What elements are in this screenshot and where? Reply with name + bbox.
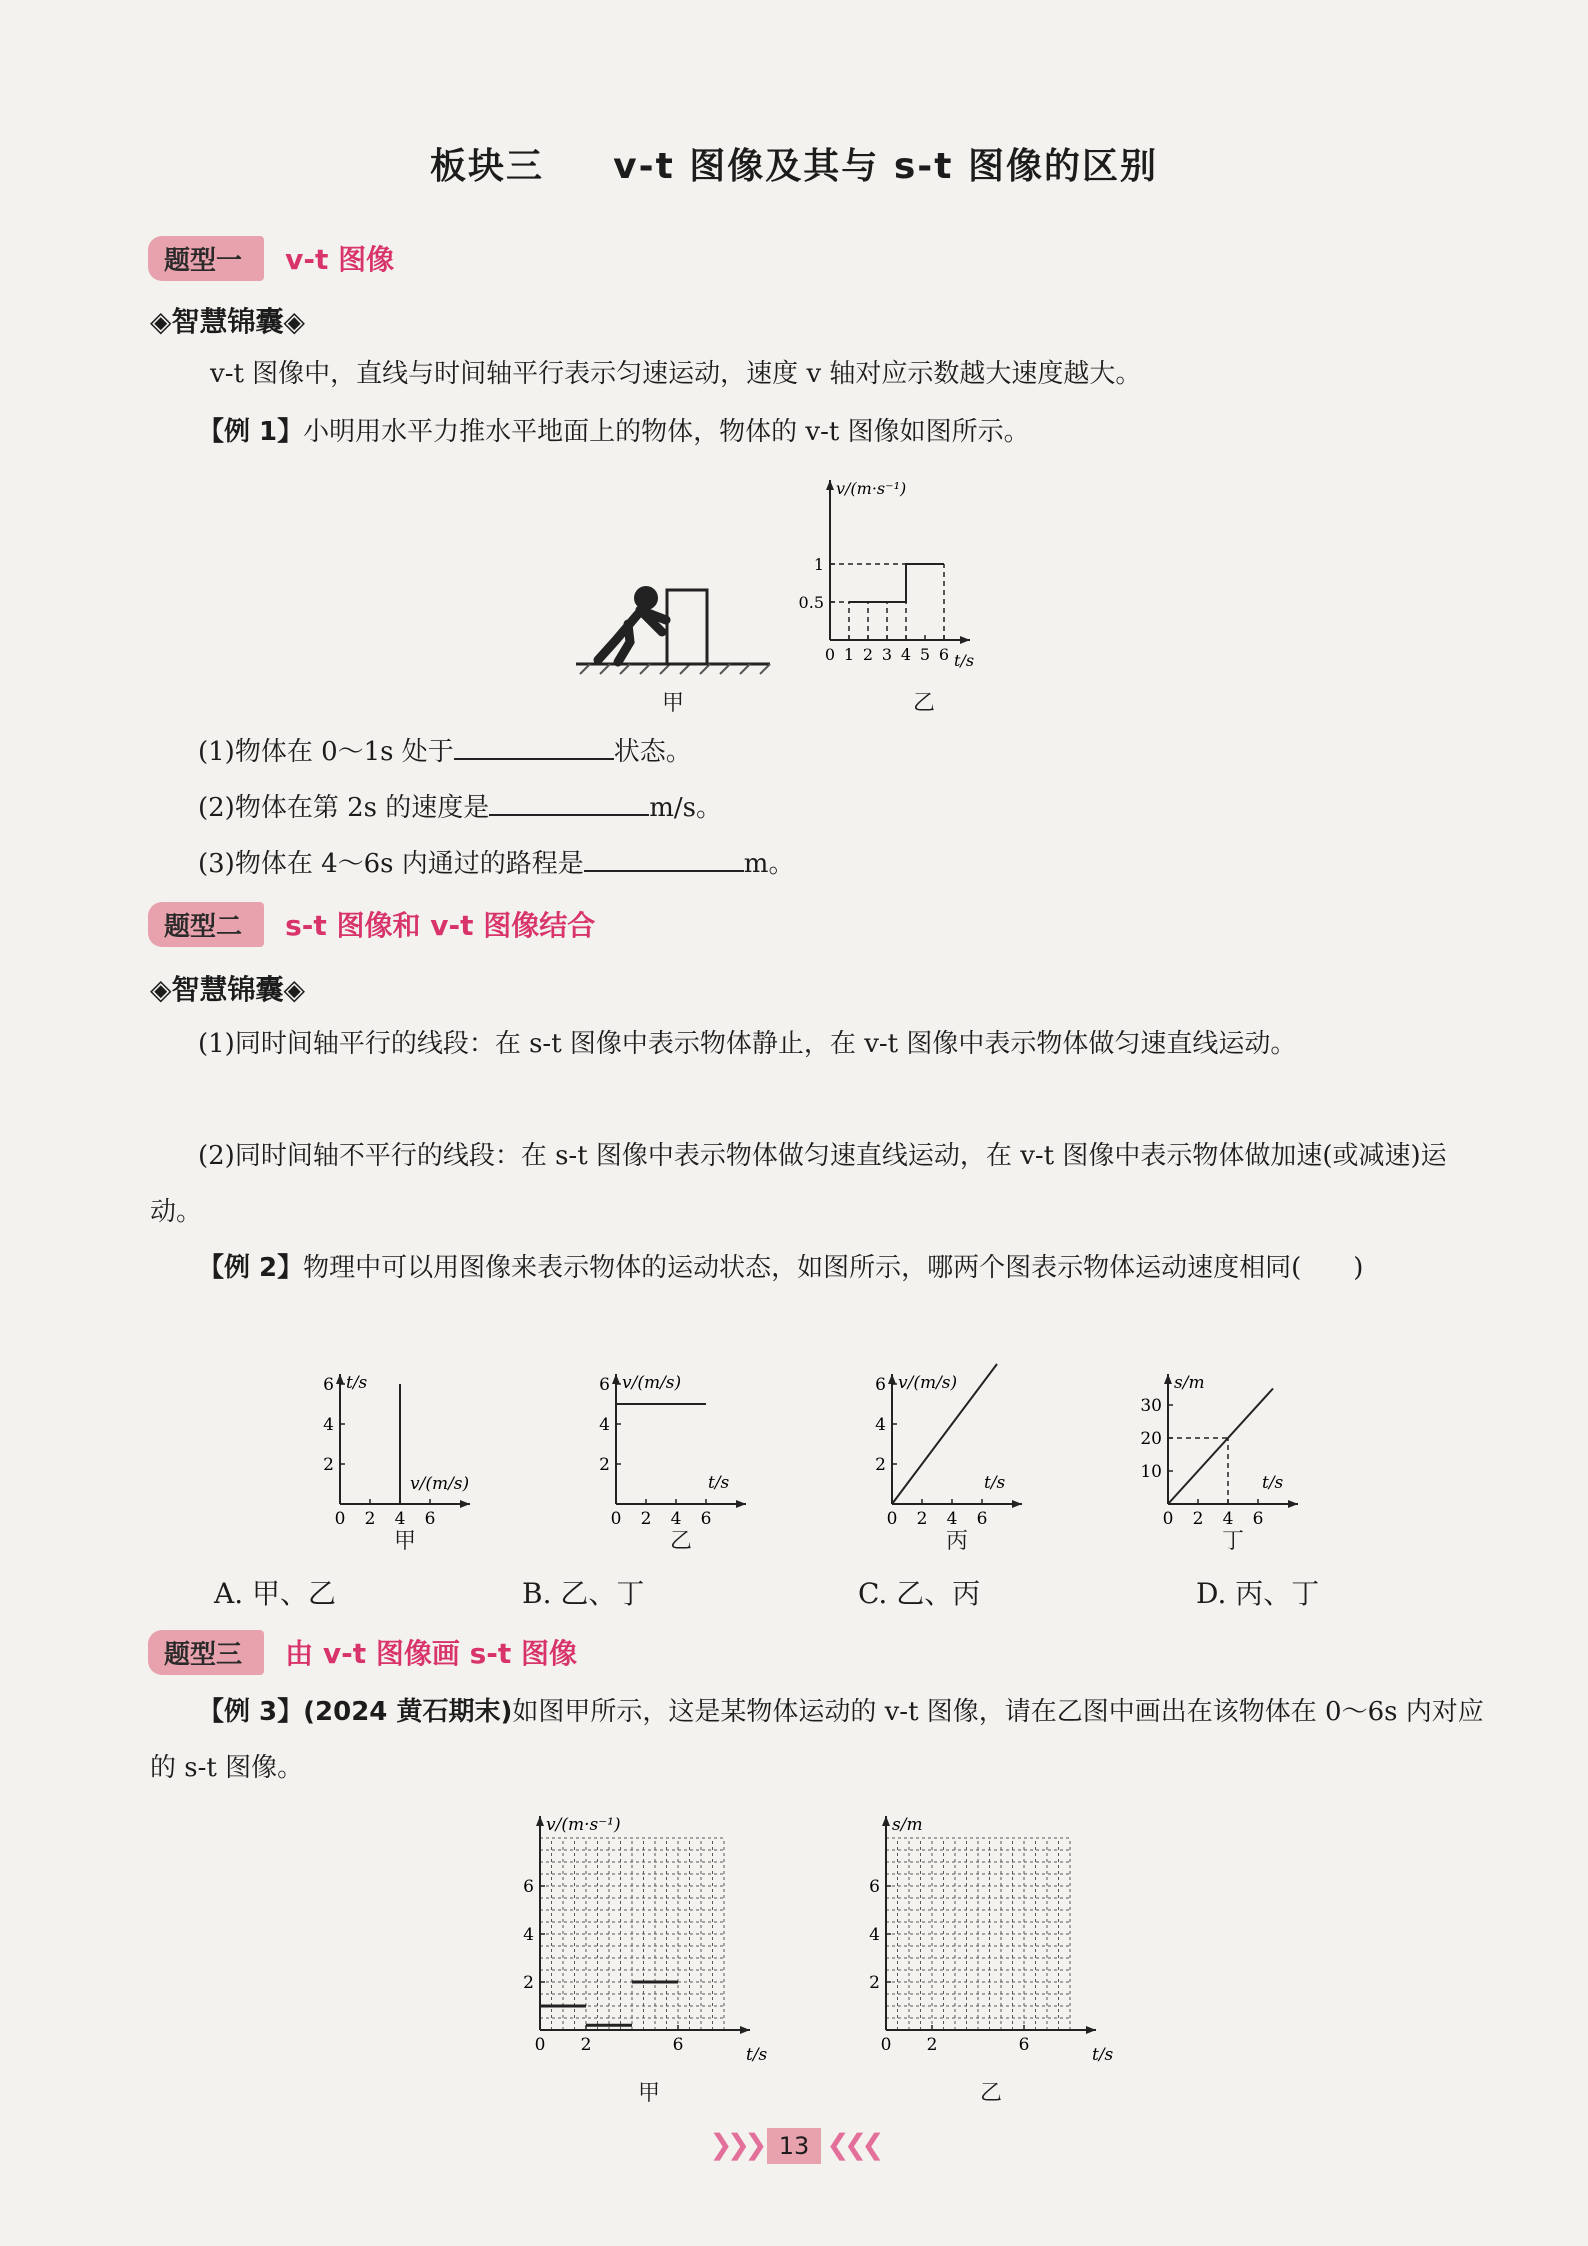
page-title [0, 138, 1588, 189]
y-axis-label: v/(m·s⁻¹) [546, 1815, 621, 1835]
x-axis-label: t/s [1262, 1473, 1284, 1493]
section-title: s-t 图像和 v-t 图像结合 [285, 909, 596, 942]
question-3-end: m。 [743, 849, 795, 879]
tip-2-2: (2)同时间轴不平行的线段：在 s-t 图像中表示物体做匀速直线运动，在 v-t 图像中表示物体做加速(或减速)运动。 [150, 1141, 1447, 1227]
x-tick-label: 2 [862, 645, 874, 664]
y-tick-label: 4 [869, 1925, 880, 1945]
title-prefix: 板块三 [430, 146, 545, 187]
x-tick-label: 1 [843, 645, 855, 664]
x-tick-label: 6 [424, 1509, 436, 1529]
x-axis-arrow [1086, 2026, 1096, 2034]
y-tick-label: 4 [599, 1415, 610, 1435]
example-label: 【例 3】 [198, 1697, 304, 1727]
figure-label: 丙 [946, 1529, 969, 1554]
question-1 [198, 724, 1398, 780]
x-tick-label: 2 [640, 1509, 652, 1529]
y-tick-label: 4 [323, 1415, 334, 1435]
title-main: v-t 图像及其与 s-t 图像的区别 [613, 146, 1158, 187]
figure-label: 乙 [670, 1529, 693, 1554]
y-axis-arrow [882, 1816, 890, 1826]
question-3-text: (3)物体在 4～6s 内通过的路程是 [198, 849, 584, 879]
x-tick-label: 4 [670, 1509, 682, 1529]
x-tick-label: 6 [938, 645, 950, 664]
y-tick-label: 6 [523, 1877, 534, 1897]
example-stem: 小明用水平力推水平地面上的物体，物体的 v-t 图像如图所示。 [303, 417, 1030, 447]
x-tick-label: 3 [881, 645, 893, 664]
x-tick-label: 4 [946, 1509, 958, 1529]
y-tick-label: 2 [875, 1455, 886, 1475]
y-tick-label: 2 [523, 1973, 534, 1993]
x-tick-label: 2 [1192, 1509, 1204, 1529]
figure-label: 丁 [1222, 1529, 1245, 1554]
option-c[interactable]: C. 乙、丙 [858, 1577, 981, 1610]
x-axis-label: t/s [746, 2045, 768, 2065]
section-1-header [148, 236, 394, 281]
example-label: 【例 1】 [198, 417, 304, 447]
x-axis-arrow [740, 2026, 750, 2034]
answer-blank-1[interactable] [454, 732, 614, 760]
option-d[interactable]: D. 丙、丁 [1196, 1577, 1320, 1610]
tips-heading: ◈智慧锦囊◈ [150, 305, 306, 338]
tips-heading: ◈智慧锦囊◈ [150, 973, 306, 1006]
x-tick-label: 0 [886, 1509, 898, 1529]
x-axis-arrow [960, 636, 970, 644]
y-tick-label: 2 [599, 1455, 610, 1475]
y-tick-label: 10 [1140, 1462, 1162, 1482]
option-b[interactable]: B. 乙、丁 [522, 1577, 645, 1610]
example-source: (2024 黄石期末) [303, 1697, 513, 1727]
y-axis-arrow [336, 1374, 344, 1384]
push-figure [570, 560, 790, 690]
y-tick-label: 1 [813, 555, 824, 574]
tip-2-1: (1)同时间轴平行的线段：在 s-t 图像中表示物体静止，在 v-t 图像中表示物体做匀速直线运动。 [198, 1029, 1297, 1059]
y-axis-label: v/(m·s⁻¹) [836, 479, 907, 498]
x-tick-label: 4 [394, 1509, 406, 1529]
x-tick-label: 6 [672, 2035, 684, 2055]
answer-blank-2[interactable] [489, 788, 649, 816]
x-tick-label: 2 [580, 2035, 592, 2055]
y-tick-label: 2 [869, 1973, 880, 1993]
x-tick-label: 2 [364, 1509, 376, 1529]
y-axis-arrow [888, 1374, 896, 1384]
y-axis-arrow [826, 480, 834, 490]
example-stem: 物理中可以用图像来表示物体的运动状态，如图所示，哪两个图表示物体运动速度相同( ) [303, 1253, 1364, 1283]
question-2 [198, 780, 1398, 836]
x-axis-label: t/s [1092, 2045, 1114, 2065]
question-1-end: 状态。 [613, 737, 692, 767]
y-tick-label: 4 [523, 1925, 534, 1945]
x-tick-label: 4 [1222, 1509, 1234, 1529]
section-title: v-t 图像 [285, 243, 395, 276]
section-badge: 题型二 [148, 902, 264, 947]
y-axis-arrow [536, 1816, 544, 1826]
example-2-chart-c [852, 1354, 1072, 1544]
y-axis-label: t/s [346, 1373, 368, 1393]
question-2-end: m/s。 [649, 793, 723, 823]
x-tick-label: 6 [700, 1509, 712, 1529]
section-2-header [148, 902, 595, 947]
x-tick-label: 0 [334, 1509, 346, 1529]
example-3-st-grid[interactable] [846, 1796, 1146, 2076]
example-1 [198, 404, 1488, 460]
y-tick-label: 4 [875, 1415, 886, 1435]
page-number: 13 [767, 2128, 822, 2164]
series-line-0 [849, 564, 944, 602]
y-axis-arrow [1164, 1374, 1172, 1384]
x-tick-label: 0 [880, 2035, 892, 2055]
y-axis-label: s/m [892, 1815, 923, 1835]
y-tick-label: 2 [323, 1455, 334, 1475]
x-tick-label: 6 [1018, 2035, 1030, 2055]
example-2 [150, 1240, 1488, 1296]
y-tick-label: 6 [875, 1375, 886, 1395]
x-axis-label: t/s [708, 1473, 730, 1493]
x-axis-arrow [1288, 1500, 1298, 1508]
y-tick-label: 30 [1140, 1396, 1162, 1416]
question-3 [198, 836, 1398, 892]
x-tick-label: 0 [824, 645, 836, 664]
answer-blank-3[interactable] [584, 844, 744, 872]
x-tick-label: 0 [1162, 1509, 1174, 1529]
example-2-chart-a [300, 1354, 520, 1544]
y-tick-label: 0.5 [798, 593, 824, 612]
example-3 [150, 1684, 1488, 1796]
y-tick-label: 6 [599, 1375, 610, 1395]
series-line-0 [1168, 1389, 1273, 1505]
section-badge: 题型三 [148, 1630, 264, 1675]
y-tick-label: 20 [1140, 1429, 1162, 1449]
option-a[interactable]: A. 甲、乙 [214, 1577, 337, 1610]
x-axis-label: v/(m/s) [410, 1474, 470, 1494]
figure-label: 甲 [394, 1529, 417, 1554]
x-axis-arrow [1012, 1500, 1022, 1508]
x-tick-label: 5 [919, 645, 931, 664]
y-axis-label: s/m [1174, 1373, 1205, 1393]
page-footer [0, 2128, 1588, 2164]
example-1-vt-chart [770, 470, 1070, 700]
question-1-text: (1)物体在 0～1s 处于 [198, 737, 454, 767]
y-axis-label: v/(m/s) [622, 1373, 682, 1393]
tip-text: v-t 图像中，直线与时间轴平行表示匀速运动，速度 v 轴对应示数越大速度越大。 [210, 359, 1142, 389]
chevrons-right-icon: ❯❯❯ [709, 2128, 762, 2161]
x-tick-label: 2 [926, 2035, 938, 2055]
x-axis-label: t/s [984, 1473, 1006, 1493]
figure-label: 乙 [980, 2081, 1003, 2106]
figure-label-right: 乙 [913, 691, 936, 716]
x-tick-label: 2 [916, 1509, 928, 1529]
y-axis-arrow [612, 1374, 620, 1384]
x-axis-arrow [460, 1500, 470, 1508]
example-2-chart-d [1128, 1354, 1348, 1544]
y-axis-label: v/(m/s) [898, 1373, 958, 1393]
x-tick-label: 0 [534, 2035, 546, 2055]
figure-label-left: 甲 [662, 691, 685, 716]
x-tick-label: 6 [1252, 1509, 1264, 1529]
example-2-chart-b [576, 1354, 796, 1544]
example-3-vt-chart [500, 1796, 800, 2076]
question-2-text: (2)物体在第 2s 的速度是 [198, 793, 490, 823]
section-badge: 题型一 [148, 236, 264, 281]
section-title: 由 v-t 图像画 s-t 图像 [285, 1637, 578, 1670]
x-axis-arrow [736, 1500, 746, 1508]
section-3-header [148, 1630, 577, 1675]
x-tick-label: 6 [976, 1509, 988, 1529]
y-tick-label: 6 [323, 1375, 334, 1395]
x-axis-label: t/s [954, 651, 975, 670]
x-tick-label: 0 [610, 1509, 622, 1529]
y-tick-label: 6 [869, 1877, 880, 1897]
chevrons-left-icon: ❮❮❮ [826, 2128, 879, 2161]
example-stem: 如图甲所示，这是某物体运动的 v-t 图像，请在乙图中画出在该物体在 0～6s 内对应的 s-t 图像。 [150, 1697, 1484, 1783]
x-tick-label: 4 [900, 645, 912, 664]
figure-label: 甲 [638, 2081, 661, 2106]
example-label: 【例 2】 [198, 1253, 304, 1283]
